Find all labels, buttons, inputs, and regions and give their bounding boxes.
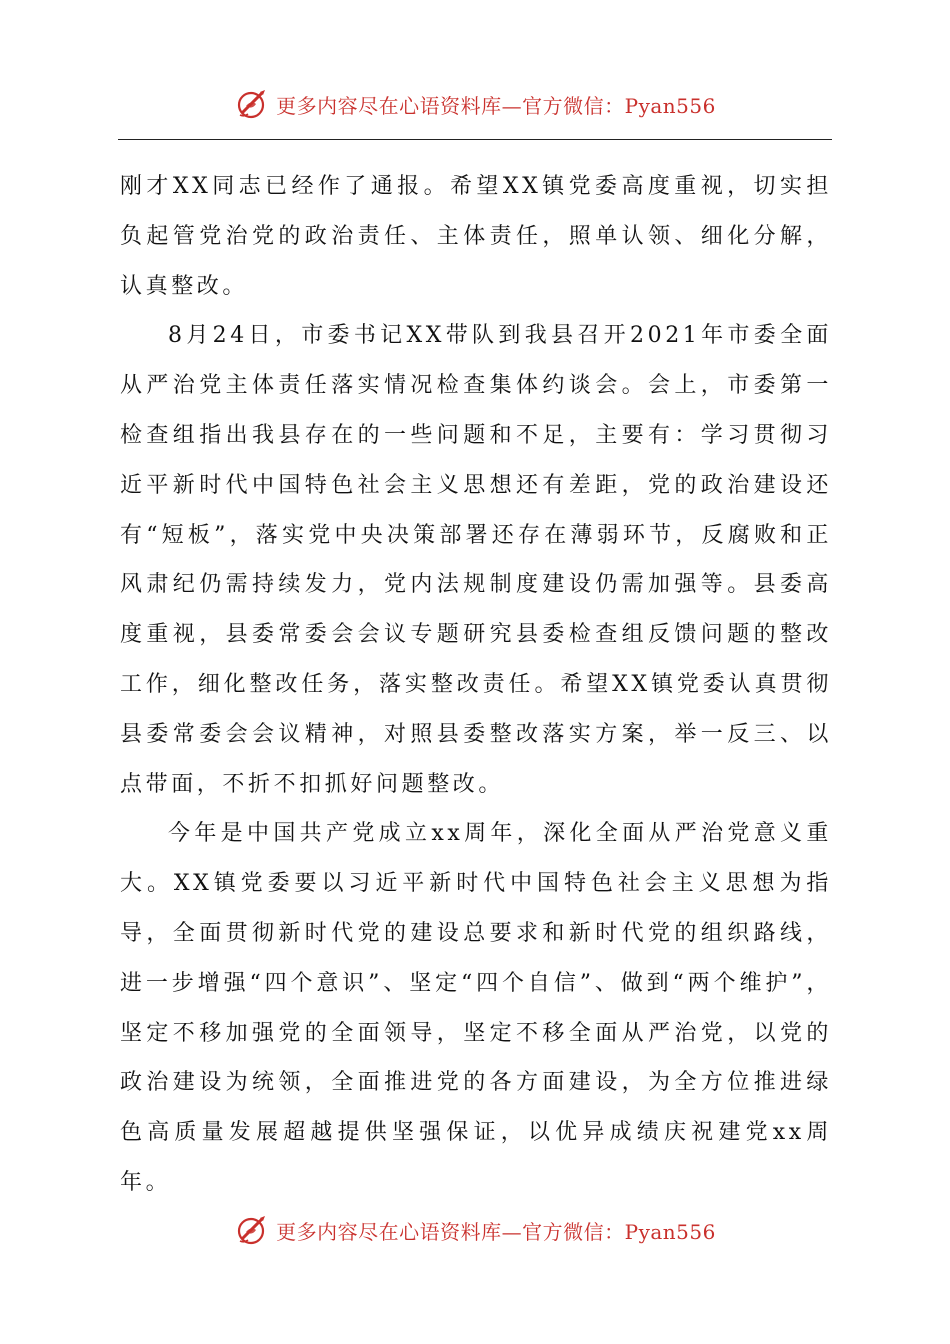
- header-banner-text: 更多内容尽在心语资料库—官方微信：Pyan556: [276, 93, 716, 118]
- document-body: [120, 162, 832, 1208]
- paragraph-2: 8月24日，市委书记XX带队到我县召开2021年市委全面从严治党主体责任落实情况检查集体约谈会。会上，市委第一检查组指出我县存在的一些问题和不足，主要有：学习贯彻习近平新时代中国特色社会主义思想还有差距，党的政治建设还有“短板”，落实党中央决策部署还存在薄弱环节，反腐败和正风肃纪仍需持续发力，党内法规制度建设仍需加强等。县委高度重视，县委常委会会议专题研究县委检查组反馈问题的整改工作，细化整改任务，落实整改责任。希望XX镇党委认真贯彻县委常委会会议精神，对照县委整改落实方案，举一反三、以点带面，不折不扣抓好问题整改。: [120, 323, 832, 797]
- footer-banner: [0, 1208, 950, 1252]
- header-banner: [0, 82, 950, 126]
- paragraph-1: 刚才XX同志已经作了通报。希望XX镇党委高度重视，切实担负起管党治党的政治责任、主体责任，照单认领、细化分解，认真整改。: [120, 174, 832, 299]
- pen-seal-logo-icon: [234, 86, 270, 122]
- header-divider: [118, 139, 832, 140]
- footer-banner-text: 更多内容尽在心语资料库—官方微信：Pyan556: [276, 1219, 716, 1244]
- pen-seal-logo-icon: [234, 1212, 270, 1248]
- paragraph-3: 今年是中国共产党成立xx周年，深化全面从严治党意义重大。XX镇党委要以习近平新时代中国特色社会主义思想为指导，全面贯彻新时代党的建设总要求和新时代党的组织路线，进一步增强“四个意识”、坚定“四个自信”、做到“两个维护”，坚定不移加强党的全面领导，坚定不移全面从严治党，以党的政治建设为统领，全面推进党的各方面建设，为全方位推进绿色高质量发展超越提供坚强保证，以优异成绩庆祝建党xx周年。: [120, 821, 832, 1195]
